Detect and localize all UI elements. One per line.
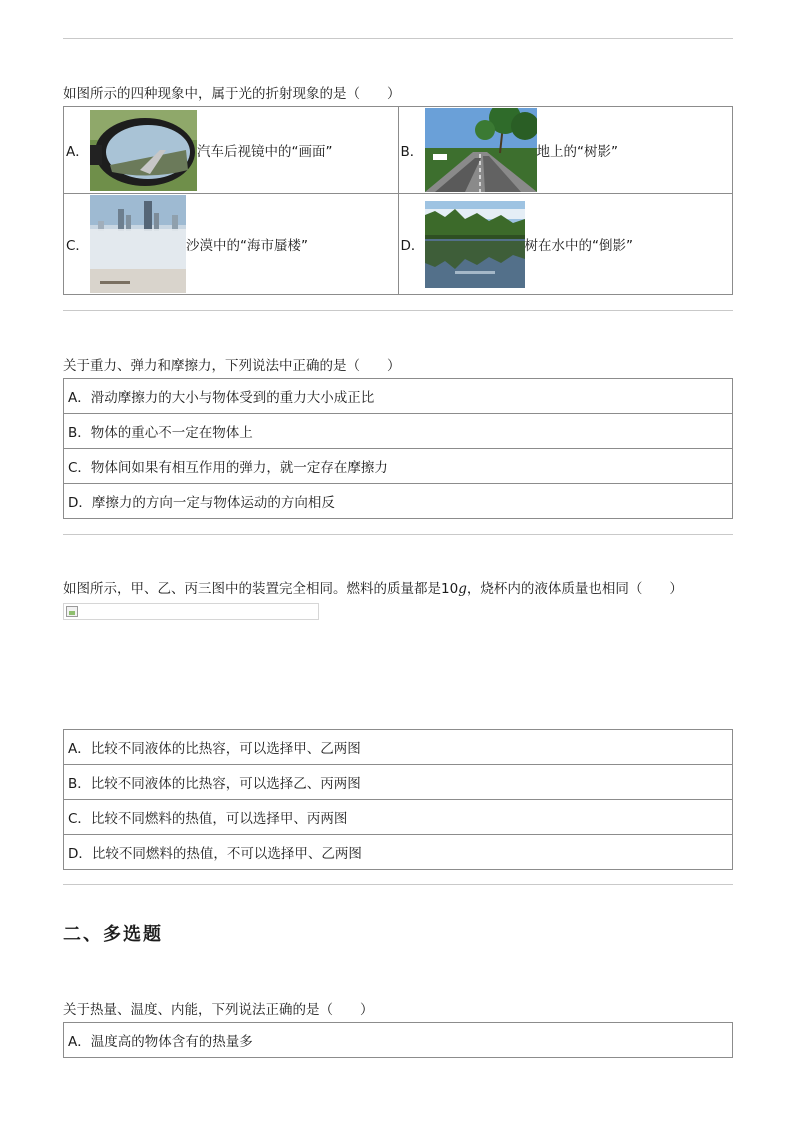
option-a[interactable]: A．温度高的物体含有的热量多 <box>64 1023 733 1058</box>
option-d[interactable]: D．比较不同燃料的热值，不可以选择甲、乙两图 <box>64 835 733 870</box>
options-table <box>63 729 733 870</box>
question-stem <box>63 577 683 597</box>
option-b[interactable]: B．物体的重心不一定在物体上 <box>64 414 733 449</box>
question-stem: 关于热量、温度、内能，下列说法正确的是（ ） <box>63 1002 374 1018</box>
option-text: 沙漠中的“海市蜃楼” <box>186 238 308 254</box>
stem-text: ，烧杯内的液体质量也相同（ ） <box>466 581 683 597</box>
option-d[interactable]: D．摩擦力的方向一定与物体运动的方向相反 <box>64 484 733 519</box>
option-a[interactable] <box>64 107 399 194</box>
option-text: 地上的“树影” <box>536 144 618 160</box>
options-table <box>63 1022 733 1058</box>
section-title: 二、多选题 <box>63 924 163 945</box>
car-mirror-image <box>90 110 197 191</box>
option-text: 树在水中的“倒影” <box>524 238 633 254</box>
option-d[interactable] <box>398 194 733 295</box>
divider <box>63 534 733 535</box>
option-letter: B． <box>400 144 424 160</box>
divider <box>63 310 733 311</box>
option-c[interactable] <box>64 194 399 295</box>
option-b[interactable] <box>398 107 733 194</box>
image-options-table <box>63 106 733 295</box>
divider <box>63 884 733 885</box>
broken-image-icon <box>66 606 78 617</box>
option-letter: A． <box>66 144 89 160</box>
option-b[interactable]: B．比较不同液体的比热容，可以选择乙、丙两图 <box>64 765 733 800</box>
option-letter: C． <box>66 238 89 254</box>
mirage-image <box>90 195 186 293</box>
tree-reflection-image <box>425 201 525 288</box>
question-stem: 关于重力、弹力和摩擦力，下列说法中正确的是（ ） <box>63 358 401 374</box>
options-table <box>63 378 733 519</box>
option-text: 汽车后视镜中的“画面” <box>197 144 333 160</box>
option-a[interactable]: A．滑动摩擦力的大小与物体受到的重力大小成正比 <box>64 379 733 414</box>
option-c[interactable]: C．比较不同燃料的热值，可以选择甲、丙两图 <box>64 800 733 835</box>
option-c[interactable]: C．物体间如果有相互作用的弹力，就一定存在摩擦力 <box>64 449 733 484</box>
mass-unit: g <box>458 581 467 597</box>
question-stem: 如图所示的四种现象中，属于光的折射现象的是（ ） <box>63 86 401 102</box>
stem-text: 如图所示，甲、乙、丙三图中的装置完全相同。燃料的质量都是10 <box>63 581 459 597</box>
option-letter: D． <box>400 238 425 254</box>
option-a[interactable]: A．比较不同液体的比热容，可以选择甲、乙两图 <box>64 730 733 765</box>
broken-image-placeholder <box>63 603 319 620</box>
divider <box>63 38 733 39</box>
tree-shadow-road-image <box>425 108 537 192</box>
